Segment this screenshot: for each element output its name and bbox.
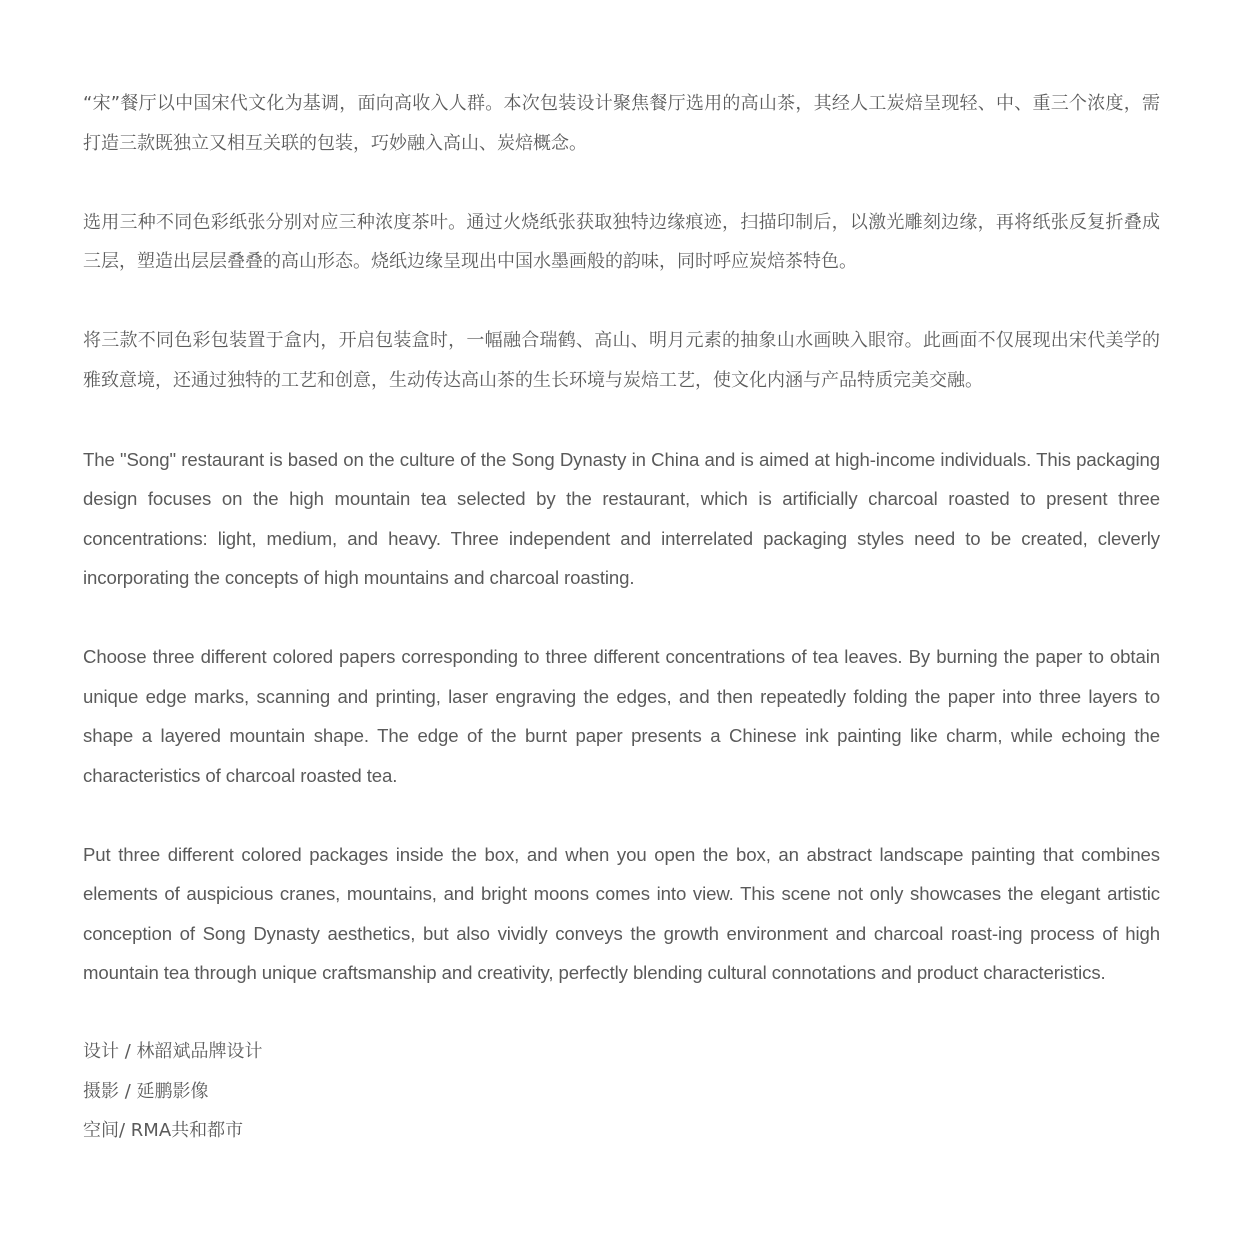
paragraph-zh-1: “宋”餐厅以中国宋代文化为基调，面向高收入人群。本次包装设计聚焦餐厅选用的高山茶，其经人工炭焙呈现轻、中、重三个浓度，需打造三款既独立又相互关联的包装，巧妙融入高山、炭焙概念。 <box>83 93 1160 154</box>
credit-space: 空间/ RMA共和都市 <box>83 1120 244 1141</box>
article-body <box>83 84 1160 1151</box>
credit-photography: 摄影 / 延鹏影像 <box>83 1080 209 1102</box>
credits-list <box>83 1032 1160 1151</box>
paragraph-en-3: Put three different colored packages inside the box, and when you open the box, an abstract landscape painting that combines elements of auspicious cranes, mountains, and bright moons comes into view. This scene not only showcases the elegant artistic conception of Song Dynasty aesthetics, but also vividly conveys the growth environment and charcoal roast-ing process of high mountain tea through unique craftsmanship and creativity, perfectly blending cultural connotations and product characteristics. <box>83 843 1160 983</box>
credit-design: 设计 / 林韶斌品牌设计 <box>83 1041 263 1062</box>
paragraph-en-1: The "Song" restaurant is based on the culture of the Song Dynasty in China and is aimed at high-income individuals. This packaging design focuses on the high mountain tea selected by the restaurant, which is artificially charcoal roasted to present three concentrations: light, medium, and heavy. Three independent and interrelated packaging styles need to be created, cleverly incorporating the concepts of high mountains and charcoal roasting. <box>83 448 1160 588</box>
paragraph-zh-2: 选用三种不同色彩纸张分别对应三种浓度茶叶。通过火烧纸张获取独特边缘痕迹，扫描印制后，以激光雕刻边缘，再将纸张反复折叠成三层，塑造出层层叠叠的高山形态。烧纸边缘呈现出中国水墨画般的韵味，同时呼应炭焙茶特色。 <box>83 211 1160 272</box>
paragraph-zh-3: 将三款不同色彩包装置于盒内，开启包装盒时，一幅融合瑞鹤、高山、明月元素的抽象山水画映入眼帘。此画面不仅展现出宋代美学的雅致意境，还通过独特的工艺和创意，生动传达高山茶的生长环境与炭焙工艺，使文化内涵与产品特质完美交融。 <box>83 330 1160 391</box>
paragraph-en-2: Choose three different colored papers corresponding to three different concentrations of tea leaves. By burning the paper to obtain unique edge marks, scanning and printing, laser engraving the edges, and then repeatedly folding the paper into three layers to shape a layered mountain shape. The edge of the burnt paper presents a Chinese ink painting like charm, while echoing the characteristics of charcoal roasted tea. <box>83 646 1160 786</box>
